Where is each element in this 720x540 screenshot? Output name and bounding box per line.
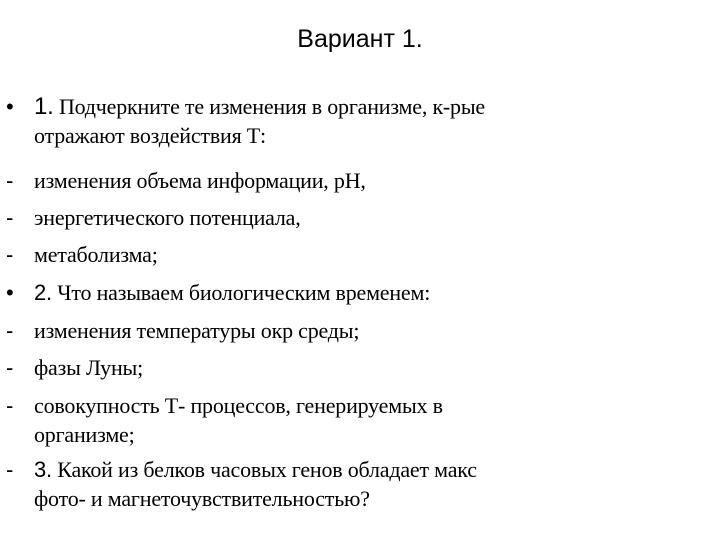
line-text: фото- и магнеточувствительностью? (34, 486, 370, 511)
line-text: Подчеркните те изменения в организме, к-рые (58, 94, 485, 119)
dash-marker: - (6, 457, 14, 482)
dash-marker: - (6, 242, 14, 267)
list-item-text (34, 391, 694, 449)
line-text: организме; (34, 422, 135, 447)
list-item-text (34, 316, 694, 345)
list-item-text (34, 240, 694, 269)
line-text: Какой из белков часовых генов обладает макс (57, 457, 477, 482)
list-item-text (34, 353, 694, 382)
line-text: изменения температуры окр среды; (34, 318, 360, 343)
dash-marker: - (6, 205, 14, 230)
dash-marker: - (6, 318, 14, 343)
line-text: отражают воздействия Т: (34, 123, 266, 148)
list-item-text (34, 278, 694, 307)
line-text: метаболизма; (34, 242, 158, 267)
line-text: фазы Луны; (34, 355, 144, 380)
question-number: 2. (34, 280, 52, 305)
line-text: энергетического потенциала, (34, 205, 301, 230)
question-number: 1. (34, 93, 54, 120)
list-item-text (34, 166, 694, 195)
line-text: изменения объема информации, рН, (34, 168, 366, 193)
dash-marker: - (6, 168, 14, 193)
line-text: совокупность Т- процессов, генерируемых в (34, 393, 443, 418)
slide-title: Вариант 1. (297, 25, 423, 53)
list-item-text (34, 455, 694, 513)
dash-marker: - (6, 393, 14, 418)
bullet-marker: • (6, 280, 14, 305)
list-item-text (34, 92, 694, 150)
list-item-text (34, 203, 694, 232)
line-text: Что называем биологическим временем: (57, 280, 431, 305)
question-number: 3. (34, 457, 52, 482)
bullet-marker: • (6, 94, 14, 119)
dash-marker: - (6, 355, 14, 380)
